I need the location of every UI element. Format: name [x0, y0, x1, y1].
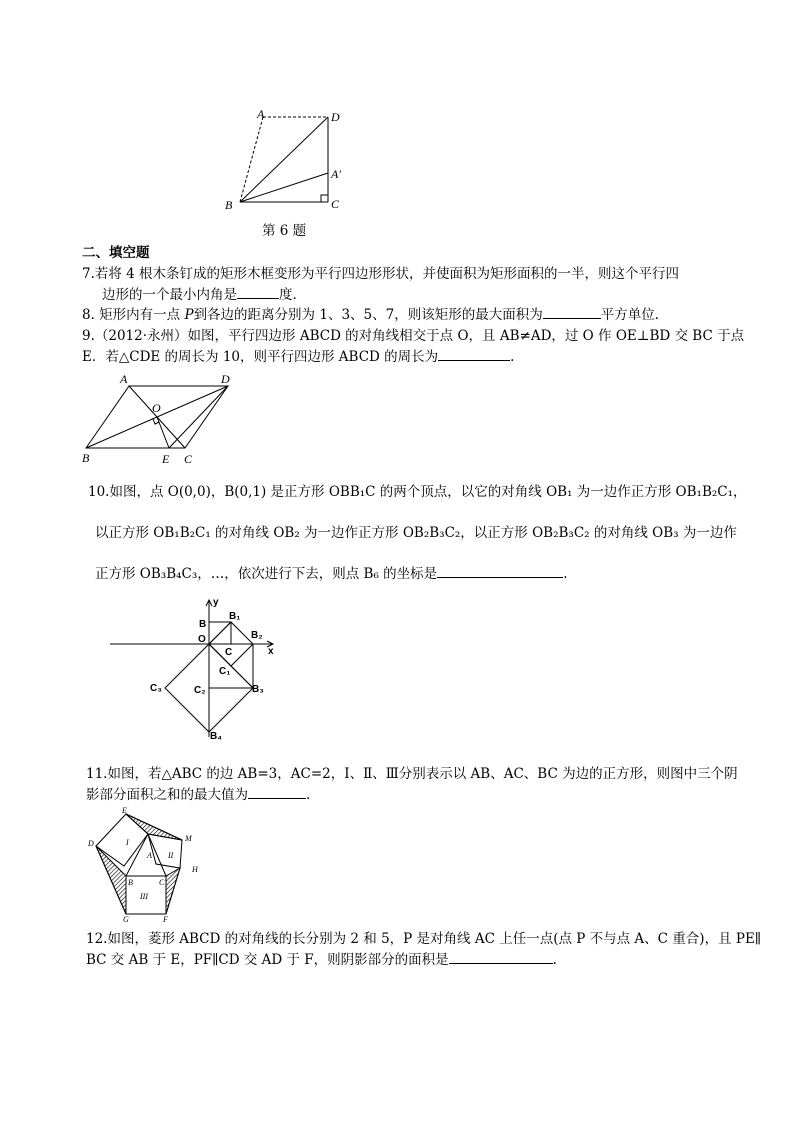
- fig10-label-c2: C₂: [194, 685, 206, 696]
- fig11-label-e: E: [122, 806, 127, 815]
- q10-line3-a: 正方形 OB₃B₄C₃，…，依次进行下去，则点 B₆ 的坐标是: [95, 566, 438, 582]
- fig11-label-a: A: [147, 851, 152, 860]
- q8-text-a: 8. 矩形内有一点: [82, 307, 185, 323]
- q8-text-b: 到各边的距离分别为 1、3、5、7，则该矩形的最大面积为: [193, 307, 543, 323]
- q11-line2-b: .: [306, 787, 311, 803]
- q7-line2-a: 边形的一个最小内角是: [102, 287, 237, 303]
- q10-line2: 以正方形 OB₁B₂C₁ 的对角线 OB₂ 为一边作正方形 OB₂B₃C₂，以正方形 OB₂B₃C₂ 的对角线 OB₃ 为一边作: [95, 525, 737, 541]
- q10-line3-b: .: [563, 566, 568, 582]
- fig6-label-c: C: [331, 197, 340, 211]
- figure-6: [220, 105, 360, 235]
- q11-line2: [86, 786, 310, 804]
- q8-p: P: [184, 307, 194, 323]
- q7-line2-b: 度.: [279, 287, 297, 303]
- fig10-label-c3: C₃: [150, 683, 162, 694]
- q7-line1: 7.若将 4 根木条钉成的矩形木框变形为平行四边形形状，并使面积为矩形面积的一半，则这个平行四: [82, 266, 680, 282]
- fig9-label-o: O: [152, 401, 161, 415]
- fig10-label-b: B: [199, 619, 207, 630]
- fig10-label-c: C: [225, 647, 233, 658]
- fig11-label-m: M: [185, 834, 192, 843]
- fig9-label-b: B: [82, 451, 90, 465]
- fig11-label-h: H: [192, 865, 198, 874]
- fig11-label-g: G: [123, 915, 129, 924]
- figure-9: [78, 372, 238, 467]
- q11-line2-a: 影部分面积之和的最大值为: [86, 787, 248, 803]
- q9-line2-b: .: [510, 349, 515, 365]
- fig11-label-i: I: [126, 838, 129, 847]
- fig11-label-f: F: [163, 915, 168, 924]
- fig6-label-a: A: [257, 107, 265, 121]
- q12-line1: 12.如图，菱形 ABCD 的对角线的长分别为 2 和 5，P 是对角线 AC 上任一点(点 P 不与点 A、C 重合)，且 PE∥: [86, 931, 762, 947]
- fig10-label-x: x: [268, 646, 274, 657]
- q9-line1: 9.（2012·永州）如图，平行四边形 ABCD 的对角线相交于点 O，且 AB≠AD，过 O 作 OE⊥BD 交 BC 于点: [82, 328, 745, 344]
- section-title: 二、填空题: [82, 245, 150, 260]
- fig9-label-e: E: [162, 452, 170, 466]
- q12-line2-b: .: [552, 952, 557, 968]
- q8-text-c: 平方单位.: [600, 307, 660, 323]
- fig10-label-b1: B₁: [229, 611, 241, 622]
- q10-line3: [95, 565, 567, 583]
- fig6-label-d: D: [331, 110, 340, 124]
- fig10-label-c1: C₁: [219, 666, 231, 677]
- fig6-label-a-prime: A′: [331, 167, 341, 181]
- fig10-label-b4: B₄: [210, 731, 222, 742]
- fig6-label-b: B: [225, 198, 233, 212]
- fig9-label-c: C: [184, 452, 193, 466]
- q10-line1: 10.如图，点 O(0,0)，B(0,1) 是正方形 OBB₁C 的两个顶点，以它的对角线 OB₁ 为一边作正方形 OB₁B₂C₁，: [88, 484, 747, 500]
- q9-line2-a: E．若△CDE 的周长为 10，则平行四边形 ABCD 的周长为: [82, 349, 439, 365]
- fig10-label-b3: B₃: [252, 684, 264, 695]
- fig9-label-d: D: [221, 372, 230, 386]
- fig10-label-y: y: [213, 597, 219, 608]
- fig6-caption: 第 6 题: [262, 223, 307, 239]
- fig11-label-b: B: [128, 878, 133, 887]
- fig11-label-c: C: [159, 878, 165, 887]
- fig11-label-iii: III: [140, 892, 148, 901]
- fig9-label-a: A: [120, 372, 128, 386]
- q9-line2: [82, 348, 514, 366]
- figure-10: [108, 592, 288, 747]
- fig10-label-o: O: [198, 634, 206, 645]
- q12-line2-a: BC 交 AB 于 E，PF∥CD 交 AD 于 F，则阴影部分的面积是: [86, 952, 449, 968]
- fig11-label-d: D: [88, 839, 94, 848]
- q11-line1: 11.如图，若△ABC 的边 AB=3，AC=2，Ⅰ、Ⅱ、Ⅲ分别表示以 AB、AC、BC 为边的正方形，则图中三个阴: [86, 766, 738, 782]
- fig11-label-ii: II: [168, 851, 174, 860]
- q7-line2: [102, 286, 297, 304]
- q8-line: [82, 306, 659, 324]
- q12-line2: [86, 951, 557, 969]
- figure-11: [84, 806, 214, 924]
- fig10-label-b2: B₂: [251, 630, 263, 641]
